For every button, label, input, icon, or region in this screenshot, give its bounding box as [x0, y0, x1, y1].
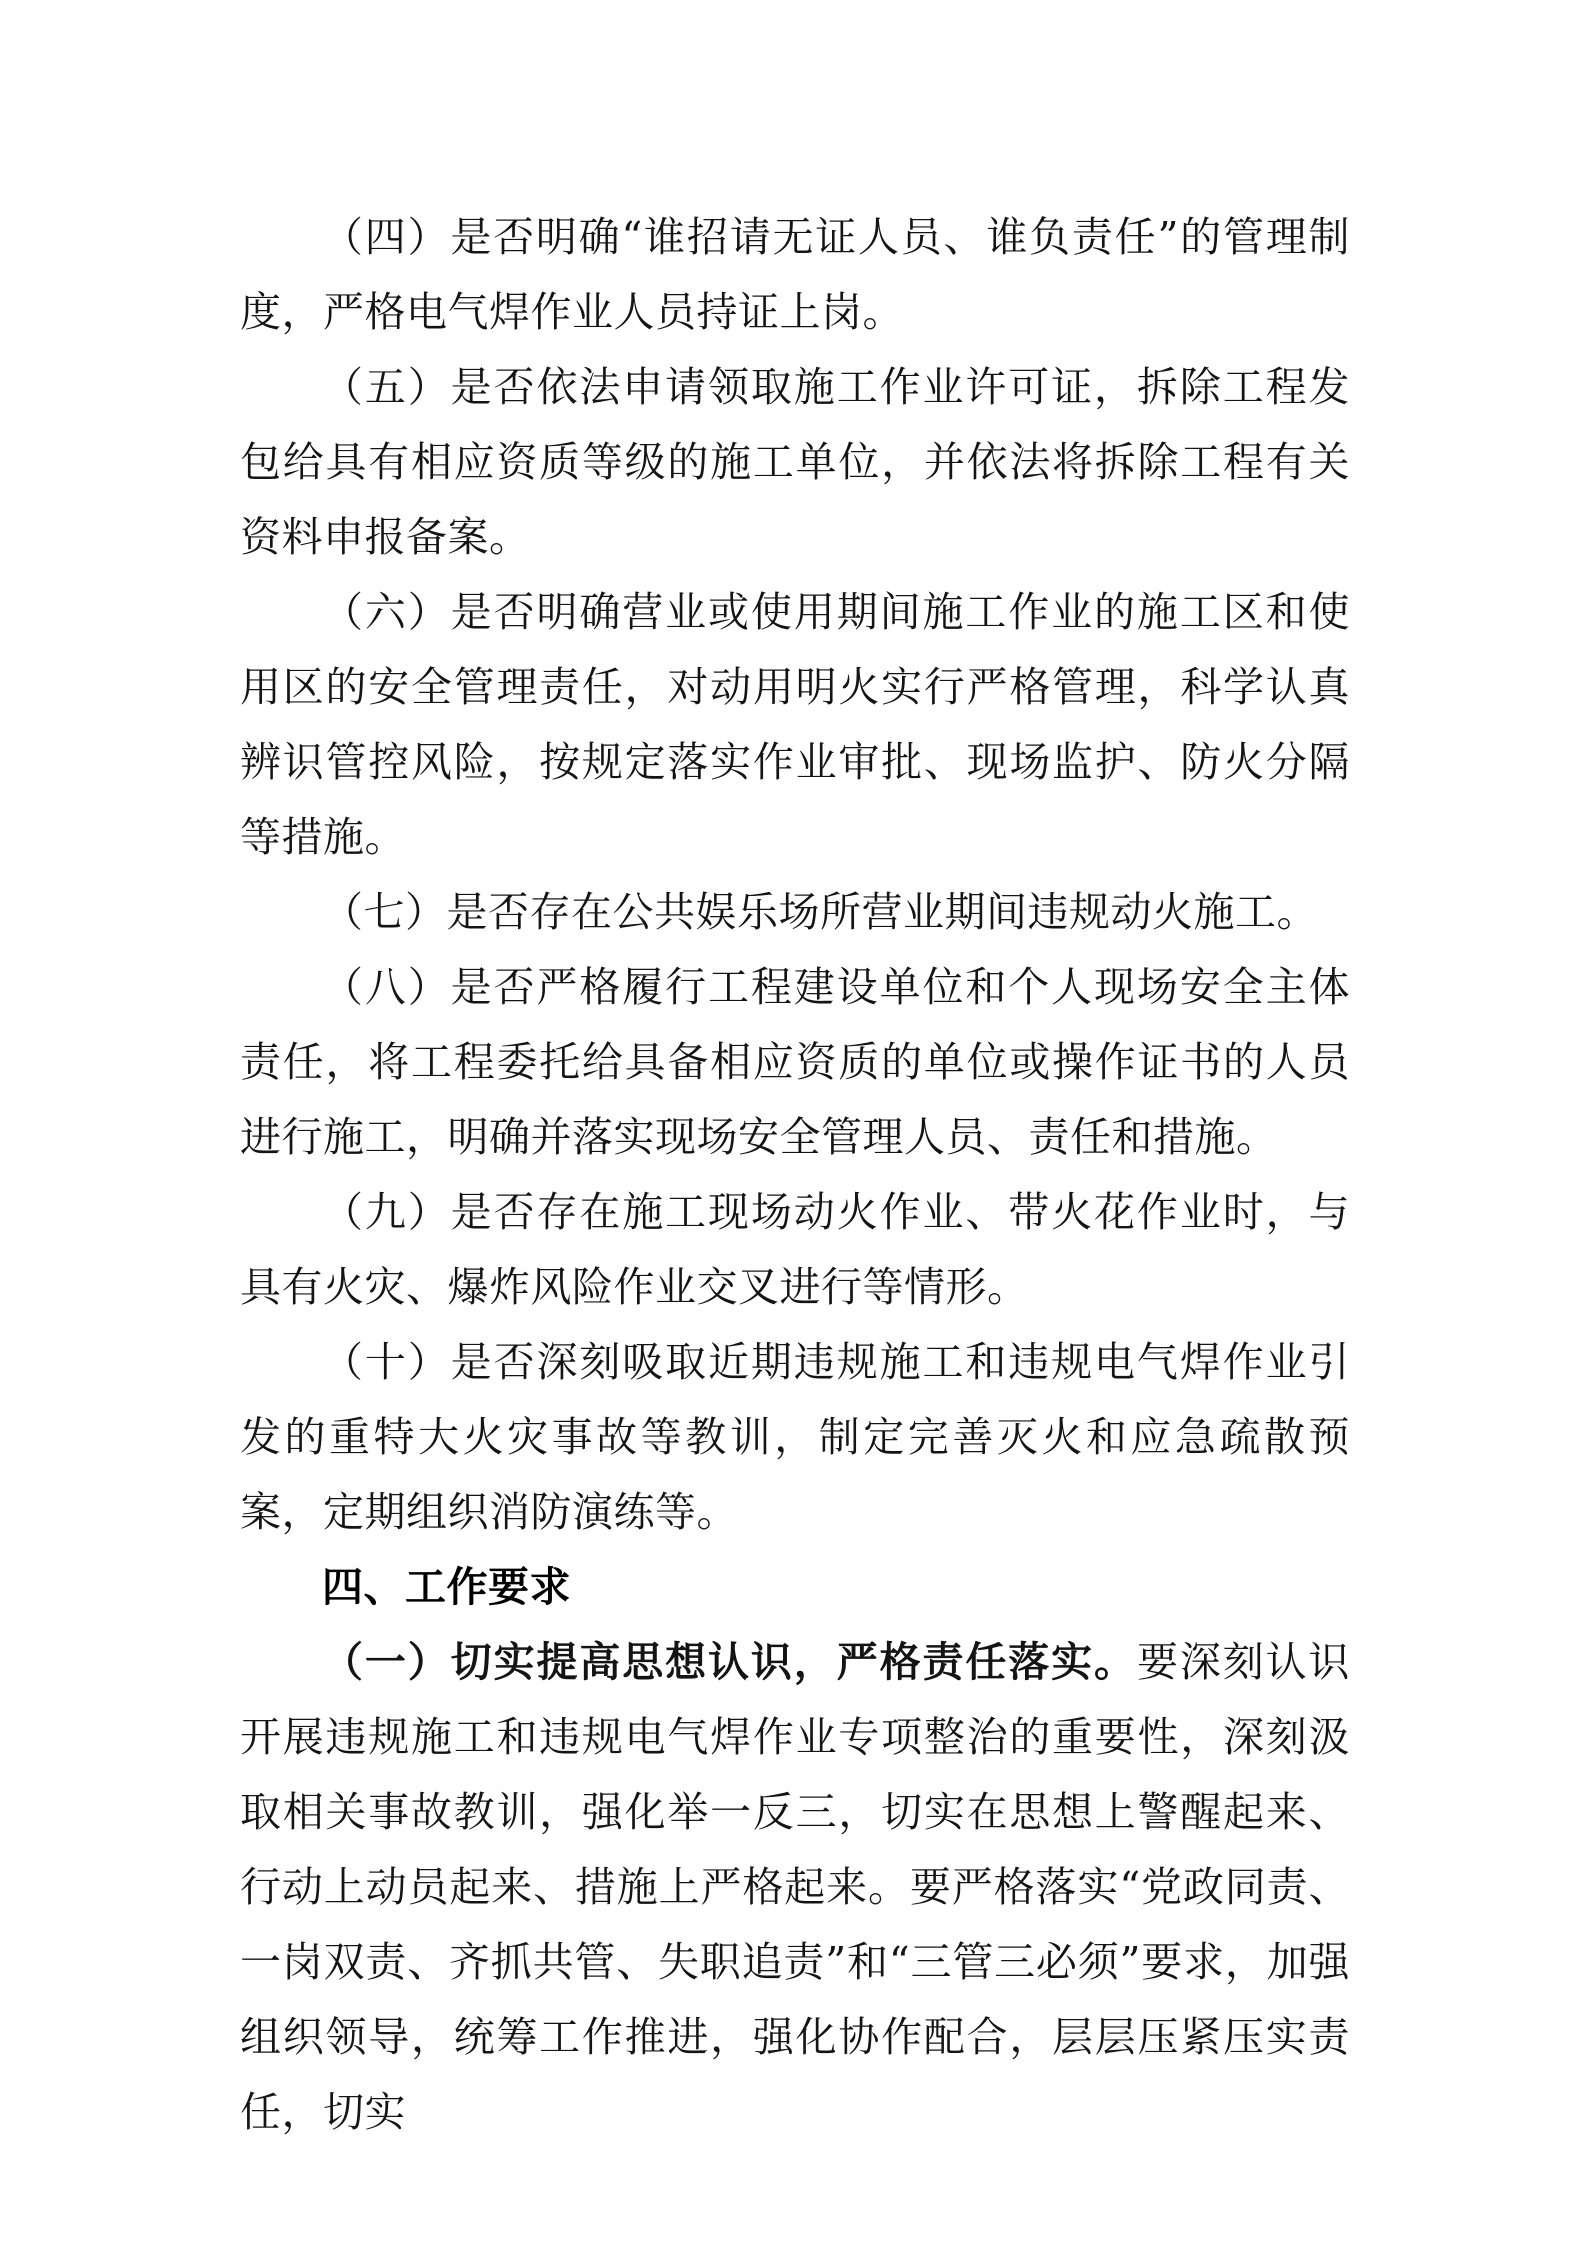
section-heading-work-requirements: 四、工作要求 [322, 1563, 571, 1611]
requirement-paragraph-one-body: 要深刻认识开展违规施工和违规电气焊作业专项整治的重要性，深刻汲取相关事故教训，强化举一反三，切实在思想上警醒起来、行动上动员起来、措施上严格起来。要严格落实“党政同责、一岗双责、齐抓共管、失职追责”和“三管三必须”要求，加强组织领导，统筹工作推进，强化协作配合，层层压紧压实责任，切实 [240, 1638, 1351, 2136]
checklist-item-four: （四）是否明确“谁招请无证人员、谁负责任”的管理制度，严格电气焊作业人员持证上岗。 [240, 213, 1350, 336]
checklist-item-seven: （七）是否存在公共娱乐场所营业期间违规动火施工。 [322, 888, 1318, 936]
checklist-item-six: （六）是否明确营业或使用期间施工作业的施工区和使用区的安全管理责任，对动用明火实行严格管理，科学认真辨识管控风险，按规定落实作业审批、现场监护、防火分隔等措施。 [240, 588, 1350, 861]
requirement-paragraph-one [240, 1625, 1350, 2150]
requirement-paragraph-one-lead: （一）切实提高思想认识，严格责任落实。 [322, 1638, 1137, 1686]
checklist-item-nine: （九）是否存在施工现场动火作业、带火花作业时，与具有火灾、爆炸风险作业交叉进行等情形。 [240, 1188, 1350, 1311]
checklist-item-ten: （十）是否深刻吸取近期违规施工和违规电气焊作业引发的重特大火灾事故等教训，制定完善灭火和应急疏散预案，定期组织消防演练等。 [240, 1338, 1350, 1536]
checklist-item-five: （五）是否依法申请领取施工作业许可证，拆除工程发包给具有相应资质等级的施工单位，并依法将拆除工程有关资料申报备案。 [240, 363, 1350, 561]
checklist-item-eight: （八）是否严格履行工程建设单位和个人现场安全主体责任，将工程委托给具备相应资质的单位或操作证书的人员进行施工，明确并落实现场安全管理人员、责任和措施。 [240, 963, 1350, 1161]
document-body [240, 200, 1350, 2150]
